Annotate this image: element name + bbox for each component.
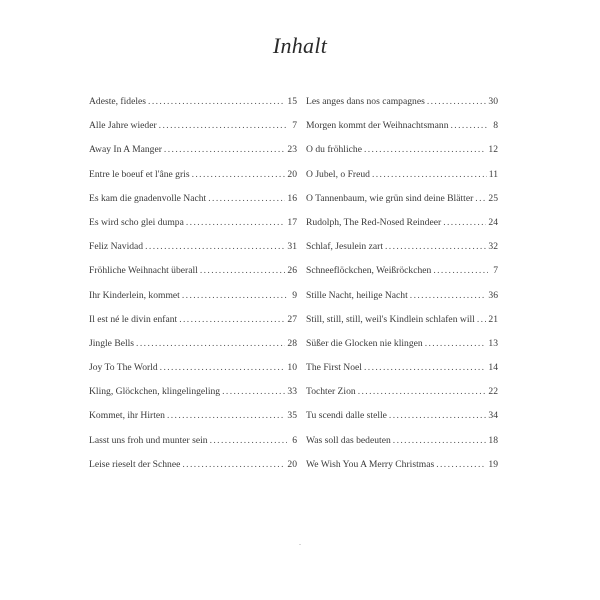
toc-entry-title: O Tannenbaum, wie grün sind deine Blätter [306,192,474,204]
toc-entry [306,262,498,286]
toc-entry-page-number: 22 [488,386,498,398]
toc-entry-page-number: 12 [488,144,498,156]
dot-leader [364,359,486,377]
toc-entry [306,214,498,238]
toc-entry-title: Kling, Glöckchen, klingelingeling [89,386,221,398]
toc-entry [306,93,498,117]
toc-entry [89,166,297,190]
toc-entry [89,214,297,238]
toc-entry-page-number: 23 [287,144,297,156]
toc-column-left [89,93,297,480]
toc-entry [306,432,498,456]
toc-entry [306,359,498,383]
toc-entry-title: Lasst uns froh und munter sein [89,434,208,446]
dot-leader [410,287,487,305]
dot-leader [167,407,285,425]
toc-entry-page-number: 25 [488,192,498,204]
dot-leader [179,311,285,329]
toc-entry-title: Es wird scho glei dumpa [89,216,184,228]
dot-leader [159,117,287,135]
dot-leader [182,287,287,305]
toc-entry [89,359,297,383]
toc-entry-title: The First Noel [306,362,362,374]
toc-entry-title: Entre le boeuf et l'âne gris [89,168,190,180]
toc-entry [89,117,297,141]
toc-entry-page-number: 6 [292,434,297,446]
dot-leader [358,383,487,401]
toc-entry-title: Away In A Manger [89,144,162,156]
dot-leader [222,383,285,401]
toc-entry-page-number: 7 [493,265,498,277]
dot-leader [364,141,486,159]
dot-leader [164,141,285,159]
toc-entry-page-number: 26 [287,265,297,277]
toc-entry-title: Schlaf, Jesulein zart [306,241,383,253]
toc-column-right [306,93,498,480]
toc-entry-title: Les anges dans nos campagnes [306,96,425,107]
toc-entry [89,335,297,359]
toc-entry-title: Morgen kommt der Weihnachtsmann [306,120,449,132]
toc-entry-title: Fröhliche Weihnacht überall [89,265,198,277]
toc-entry [306,190,498,214]
toc-entry [306,238,498,262]
toc-entry [306,287,498,311]
toc-entry [306,407,498,431]
toc-entry [89,287,297,311]
dot-leader [385,238,486,256]
toc-entry [306,141,498,165]
toc-entry [306,117,498,141]
dot-leader [433,262,488,280]
toc-entry-page-number: 19 [488,458,498,470]
dot-leader [436,456,486,474]
dot-leader [451,117,489,135]
toc-entry-title: Kommet, ihr Hirten [89,410,165,422]
toc-entry-title: Feliz Navidad [89,241,144,253]
toc-entry-title: Il est né le divin enfant [89,313,178,325]
toc-entry-page-number: 8 [493,120,498,132]
toc-entry [89,93,297,117]
page-title: Inhalt [272,33,328,58]
dot-leader [372,166,487,184]
dot-leader [192,166,286,184]
dot-leader [210,432,287,450]
toc-entry [306,383,498,407]
dot-leader [443,214,486,232]
toc-entry [89,456,297,480]
toc-entry-title: Rudolph, The Red-Nosed Reindeer [306,216,442,228]
toc-entry-title: Stille Nacht, heilige Nacht [306,289,408,301]
dot-leader [427,93,487,111]
toc-entry-page-number: 35 [287,410,297,422]
toc-entry [89,311,297,335]
toc-entry-title: Joy To The World [89,362,158,374]
toc-entry [89,190,297,214]
toc-entry-page-number: 33 [287,386,297,398]
toc-entry-title: Alle Jahre wieder [89,120,157,132]
toc-entry [306,166,498,190]
toc-entry-page-number: 15 [287,96,297,107]
dot-leader [160,359,286,377]
toc-entry-page-number: 14 [488,362,498,374]
toc-entry-page-number: 11 [488,168,498,180]
toc-entry-page-number: 7 [292,120,297,132]
toc-entry-title: Adeste, fideles [89,96,147,107]
toc-entry [306,335,498,359]
toc-entry [89,238,297,262]
dot-leader [477,311,487,329]
toc-entry-title: Ihr Kinderlein, kommet [89,289,180,301]
toc-entry-title: Leise rieselt der Schnee [89,458,181,470]
dot-leader [475,190,486,208]
toc-entry-page-number: 34 [488,410,498,422]
toc-entry-title: We Wish You A Merry Christmas [306,458,435,470]
toc-entry-page-number: 9 [292,289,297,301]
toc-entry [306,311,498,335]
dot-leader [389,407,486,425]
toc-entry-page-number: 36 [488,289,498,301]
dot-leader [208,190,285,208]
dot-leader [182,456,285,474]
toc-entry-page-number: 20 [287,168,297,180]
toc-entry-title: Es kam die gnadenvolle Nacht [89,192,207,204]
toc-entry-title: Süßer die Glocken nie klingen [306,337,423,349]
dot-leader [145,238,285,256]
toc-entry [89,383,297,407]
dot-leader [148,93,285,111]
toc-entry-page-number: 20 [287,458,297,470]
toc-entry-page-number: 21 [488,313,498,325]
toc-entry [306,456,498,480]
toc-entry-page-number: 32 [488,241,498,253]
toc-entry-title: Still, still, still, weil's Kindlein schlafen will [306,313,475,325]
dot-leader [393,432,487,450]
toc-entry-title: O Jubel, o Freud [306,168,370,180]
toc-entry [89,407,297,431]
dot-leader [200,262,286,280]
toc-entry-page-number: 28 [287,337,297,349]
toc-entry-page-number: 24 [488,216,498,228]
dot-leader [425,335,487,353]
toc-entry-title: Jingle Bells [89,337,135,349]
toc-entry-page-number: 18 [488,434,498,446]
dot-leader [136,335,285,353]
toc-entry-page-number: 27 [287,313,297,325]
toc-entry-page-number: 17 [287,216,297,228]
toc-entry [89,141,297,165]
toc-entry [89,432,297,456]
toc-entry-title: Tochter Zion [306,386,356,398]
toc-entry-title: O du fröhliche [306,144,362,156]
toc-entry-title: Schneeflöckchen, Weißröckchen [306,265,432,277]
toc-entry-title: Tu scendi dalle stelle [306,410,387,422]
toc-entry-page-number: 10 [287,362,297,374]
toc-entry-page-number: 30 [488,96,498,107]
toc-entry-page-number: 16 [287,192,297,204]
toc-entry-page-number: 13 [488,337,498,349]
footer-mark: . [299,538,301,547]
dot-leader [186,214,286,232]
toc-entry [89,262,297,286]
toc-entry-title: Was soll das bedeuten [306,434,391,446]
toc-entry-page-number: 31 [287,241,297,253]
